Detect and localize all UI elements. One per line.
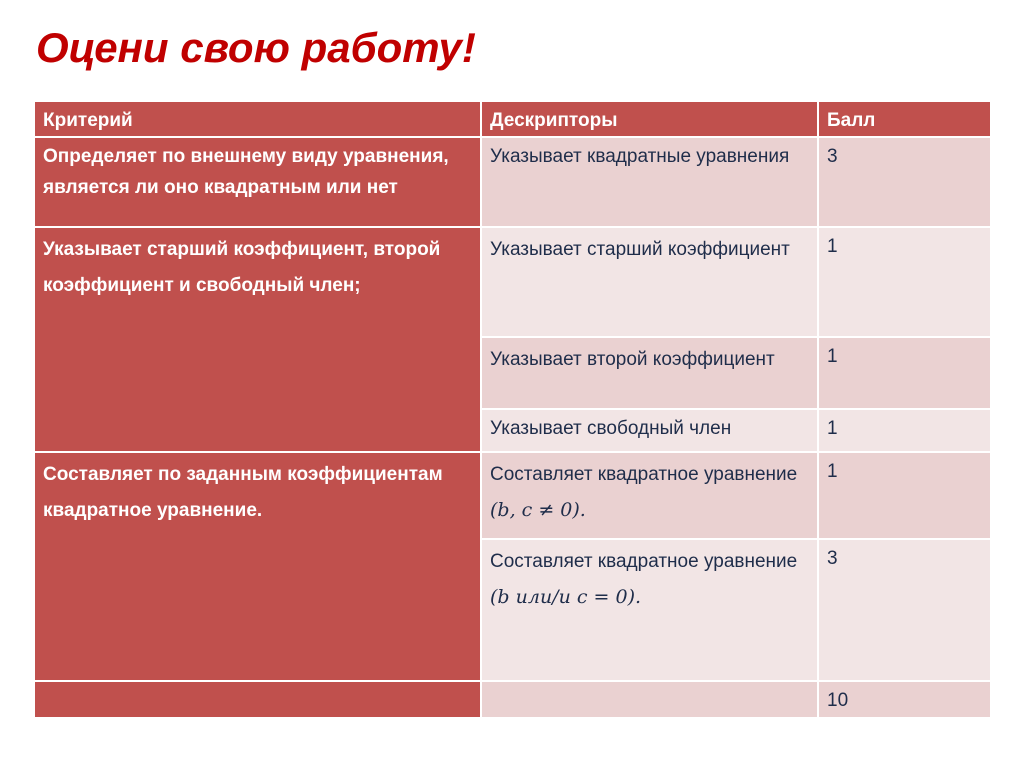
score-cell: 1: [818, 227, 991, 337]
math-expression: (b, c ≠ 0).: [490, 498, 586, 521]
descriptor-cell: Указывает свободный член: [481, 409, 818, 452]
descriptor-cell: [481, 452, 818, 539]
page-title: Оцени свою работу!: [36, 24, 476, 71]
table-row: [34, 452, 991, 539]
criterion-cell: Составляет по заданным коэффициентам квадратное уравнение.: [34, 452, 481, 681]
score-cell: 3: [818, 137, 991, 227]
total-row: [34, 681, 991, 717]
header-score: Балл: [818, 101, 991, 137]
score-cell: 1: [818, 452, 991, 539]
descriptor-cell: Указывает квадратные уравнения: [481, 137, 818, 227]
descriptor-cell: Указывает второй коэффициент: [481, 337, 818, 409]
descriptor-text: Составляет квадратное уравнение: [490, 464, 798, 486]
table-row: [34, 137, 991, 227]
table-row: [34, 227, 991, 337]
descriptor-cell: [481, 539, 818, 681]
header-descriptors: Дескрипторы: [481, 101, 818, 137]
total-score-cell: 10: [818, 681, 991, 717]
descriptor-cell: Указывает старший коэффициент: [481, 227, 818, 337]
header-row: [34, 101, 991, 137]
criterion-cell: Определяет по внешнему виду уравнения, является ли оно квадратным или нет: [34, 137, 481, 227]
math-expression: (b или/и c = 0).: [490, 585, 642, 608]
criterion-cell: [34, 681, 481, 717]
score-cell: 1: [818, 409, 991, 452]
assessment-table: [33, 100, 992, 719]
header-criterion: Критерий: [34, 101, 481, 137]
descriptor-cell: [481, 681, 818, 717]
descriptor-text: Составляет квадратное уравнение: [490, 551, 798, 573]
criterion-cell: Указывает старший коэффициент, второй коэффициент и свободный член;: [34, 227, 481, 452]
score-cell: 3: [818, 539, 991, 681]
score-cell: 1: [818, 337, 991, 409]
